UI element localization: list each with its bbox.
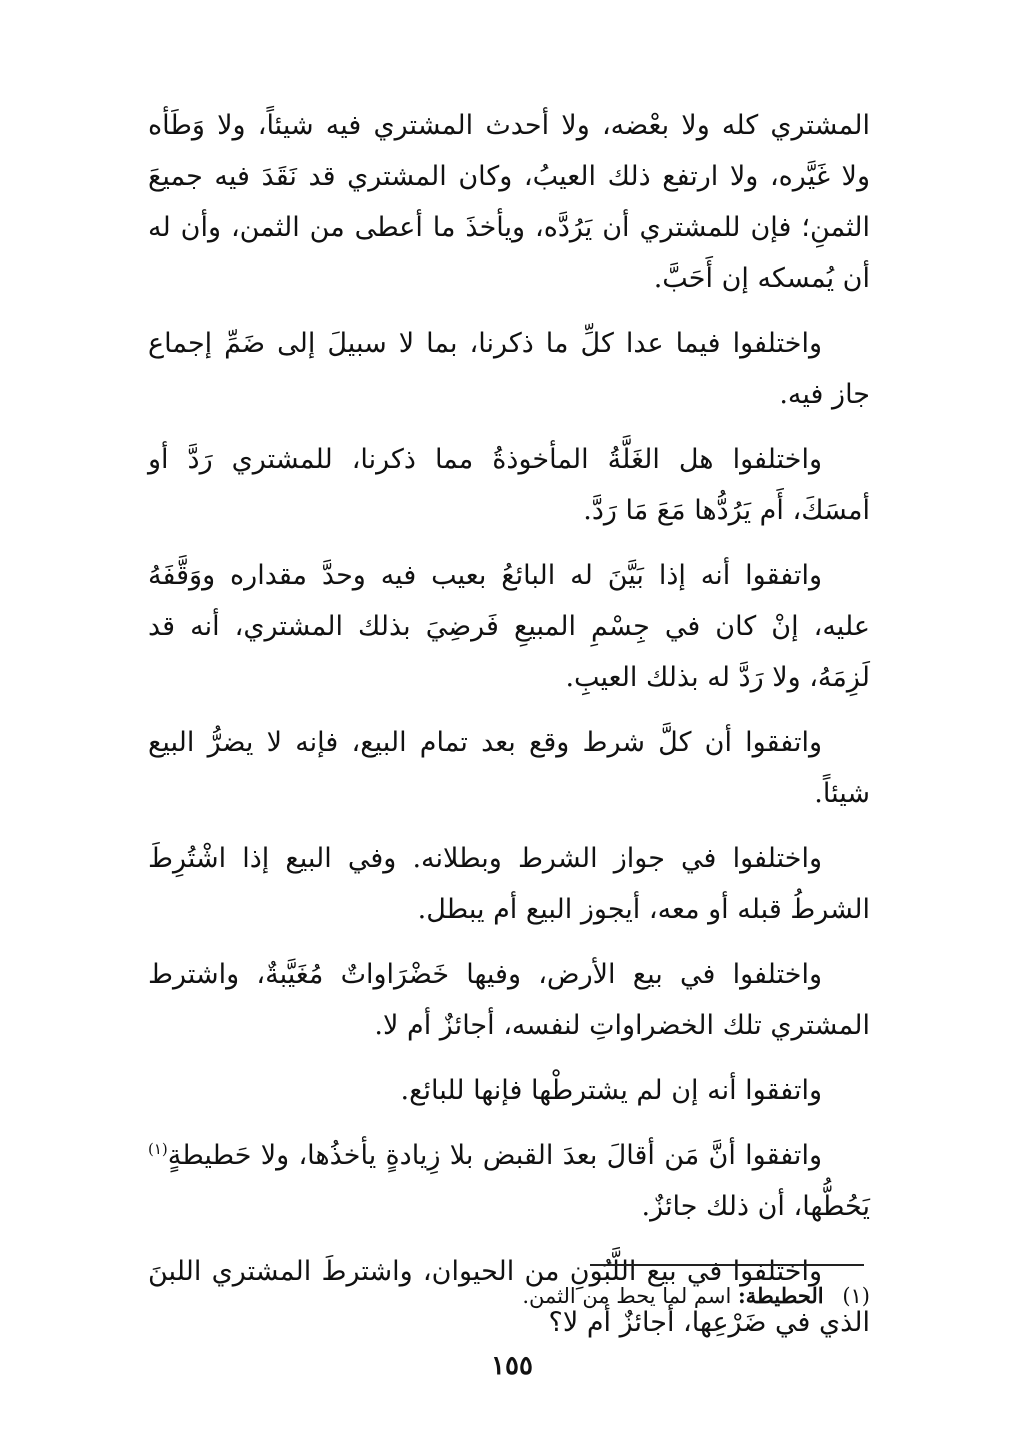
main-text	[148, 100, 870, 1362]
footnote-definition: اسم لما يحط من الثمن.	[522, 1284, 732, 1308]
footnote-term: الحطيطة:	[738, 1283, 824, 1308]
paragraph-3: واختلفوا هل الغَلَّةُ المأخوذةُ مما ذكرنا، للمشتري رَدَّ أو أمسَكَ، أَم يَرُدُّها مَعَ مَا رَدَّ.	[148, 444, 870, 526]
paragraph-5: واتفقوا أن كلَّ شرط وقع بعد تمام البيع، فإنه لا يضرُّ البيع شيئاً.	[148, 727, 870, 809]
paragraph-4: واتفقوا أنه إذا بَيَّنَ له البائعُ بعيب فيه وحدَّ مقداره ووَقَّفَهُ عليه، إنْ كان في جِسْمِ المبيعِ فَرضِيَ بذلك المشتري، أنه قد لَزِمَهُ، ولا رَدَّ له بذلك العيبِ.	[148, 560, 870, 693]
paragraph-2: واختلفوا فيما عدا كلِّ ما ذكرنا، بما لا سبيلَ إلى ضَمِّ إجماع جاز فيه.	[148, 328, 870, 410]
paragraph-8: واتفقوا أنه إن لم يشترطْها فإنها للبائع.	[400, 1075, 822, 1106]
paragraph-9-text-after: يَحُطُّها، أن ذلك جائزٌ.	[641, 1191, 870, 1222]
paragraph-1: المشتري كله ولا بعْضه، ولا أحدث المشتري فيه شيئاً، ولا وَطَأه ولا غَيَّره، ولا ارتفع ذلك العيبُ، وكان المشتري قد نَقَدَ فيه جميعَ الثمنِ؛ فإن للمشتري أن يَرُدَّه، ويأخذَ ما أعطى من الثمن، وأن له أن يُمسكه إن أَحَبَّ.	[148, 110, 870, 294]
footnote-separator	[590, 1264, 864, 1266]
paragraph-7: واختلفوا في بيع الأرض، وفيها خَضْرَاواتٌ مُغَيَّبةٌ، واشترط المشتري تلك الخضراواتِ لنفسه، أجائزٌ أم لا.	[148, 959, 870, 1041]
footnote-reference[interactable]: (١)	[148, 1140, 168, 1158]
footnote-number: (١)	[842, 1284, 870, 1308]
paragraph-10: واختلفوا في بيع اللَّبُونِ من الحيوان، واشترطَ المشتري اللبنَ الذي في ضَرْعِها، أجائزٌ أم لا؟	[148, 1256, 870, 1338]
paragraph-9	[148, 1130, 870, 1232]
page-number: ١٥٥	[491, 1351, 533, 1381]
footnote	[148, 1276, 870, 1316]
paragraph-6: واختلفوا في جواز الشرط وبطلانه. وفي البيع إذا اشْتُرِطَ الشرطُ قبله أو معه، أيجوز البيع أم يبطل.	[148, 843, 870, 925]
paragraph-9-text-before: واتفقوا أنَّ مَن أقالَ بعدَ القبض بلا زِيادةٍ يأخذُها، ولا حَطيطةٍ	[167, 1140, 822, 1171]
